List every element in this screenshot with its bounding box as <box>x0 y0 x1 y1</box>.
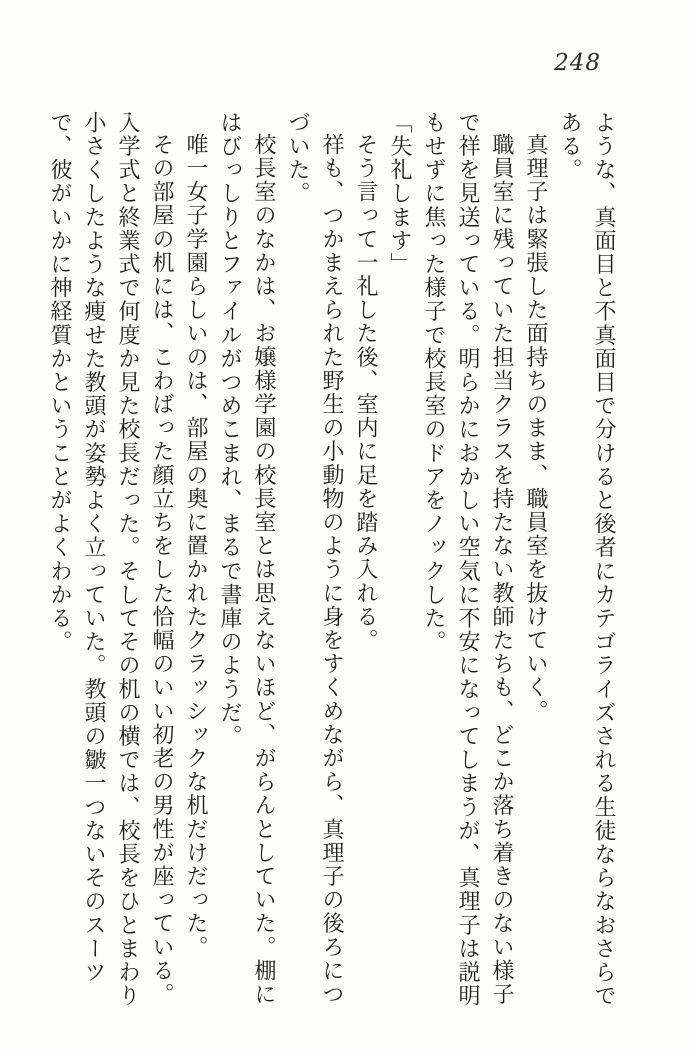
paragraph: 「失礼します」 <box>388 111 413 277</box>
paragraph: そう言って一礼した後、室内に足を踏み入れる。 <box>354 133 379 653</box>
text-block <box>43 111 621 1011</box>
paragraph: 真理子は緊張した面持ちのまま、職員室を抜けていく。 <box>524 133 549 723</box>
paragraph: 唯一女子学園らしいのは、部屋の奥に置かれたクラッシックな机だけだった。 <box>184 133 209 959</box>
paragraph: その部屋の机には、こわばった顔立ちをした恰幅のいい初老の男性が座っている。入学式と終業式で何度か見た校長だった。そしてその机の横では、校長をひとまわり小さくしたような痩せた教頭が姿勢よく立っていた。教頭の皺一つないそのスーツで、彼がいかに神経質かということがよくわかる。 <box>48 111 175 1008</box>
paragraph: ような、真面目と不真面目で分けると後者にカテゴライズされる生徒ならなおさらである。 <box>558 111 617 1008</box>
paragraph: 校長室のなかは、お嬢様学園の校長室とは思えないほど、がらんとしていた。棚にはびっしりとファイルがつめこまれ、まるで書庫のようだ。 <box>218 111 277 1007</box>
page-number: 248 <box>554 50 601 76</box>
paragraph: 祥も、つかまえられた野生の小動物のように身をすくめながら、真理子の後ろにつづいた。 <box>286 111 345 1007</box>
paragraph: 職員室に残っていた担当クラスを持たない教師たちも、どこか落ち着きのない様子で祥を見送っている。明らかにおかしい空気に不安になってしまうが、真理子は説明もせずに焦った様子で校長室のドアをノックした。 <box>422 111 515 1008</box>
